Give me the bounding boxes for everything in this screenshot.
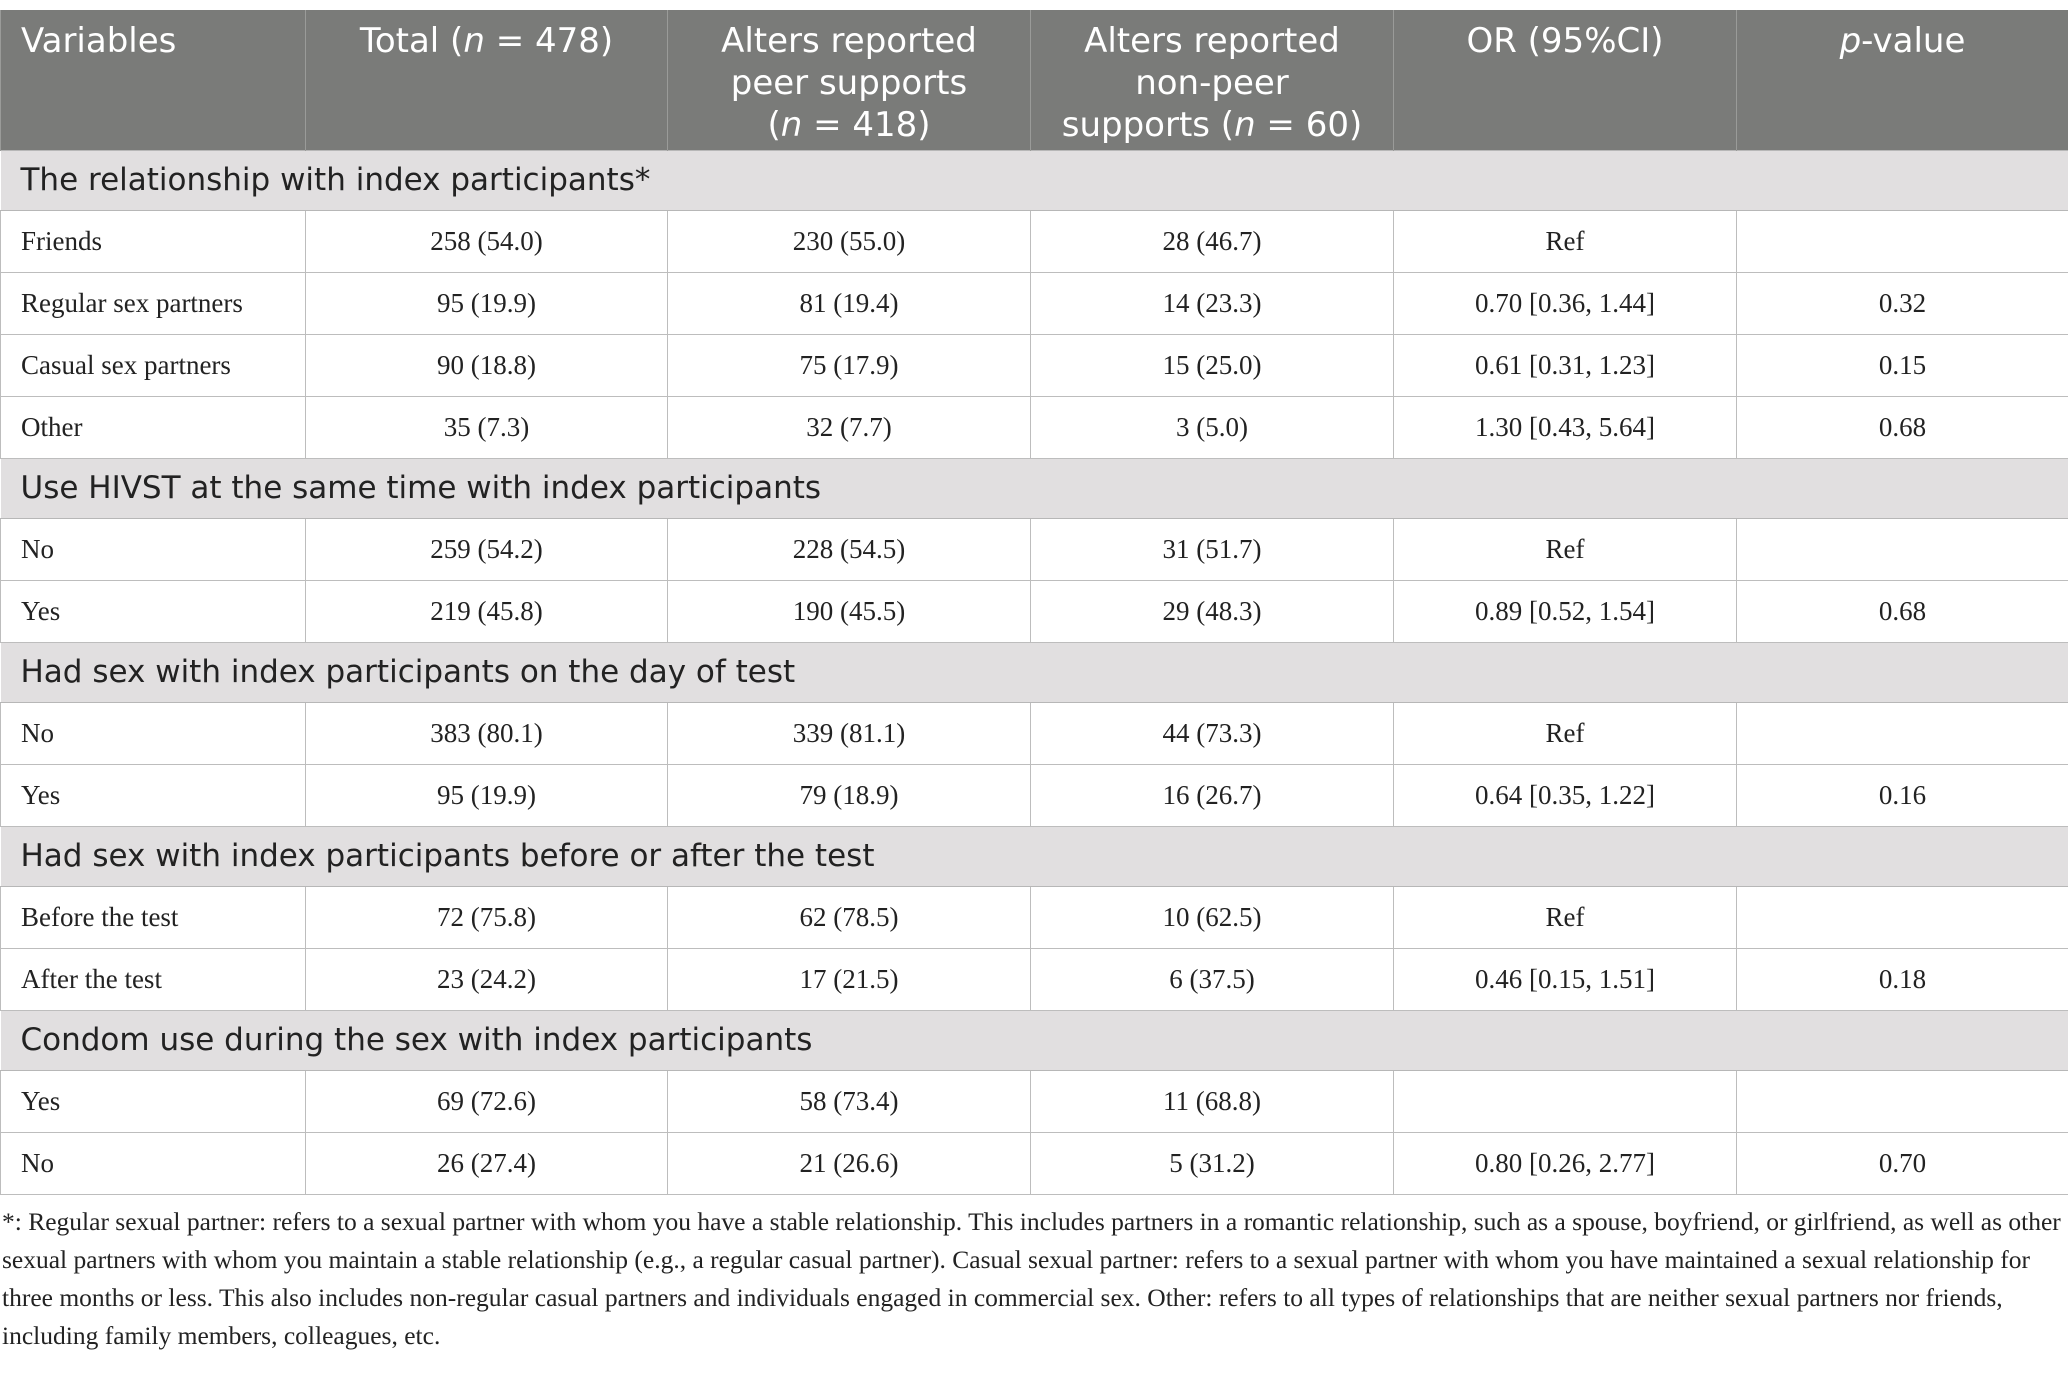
odds-ratio-cell: Ref xyxy=(1394,210,1737,272)
total-cell: 259 (54.2) xyxy=(306,518,668,580)
total-cell: 72 (75.8) xyxy=(306,886,668,948)
header-non-peer-supports: Alters reported non-peer supports (n = 60) xyxy=(1031,10,1394,150)
peer-cell: 339 (81.1) xyxy=(668,702,1031,764)
peer-cell: 190 (45.5) xyxy=(668,580,1031,642)
non-peer-cell: 28 (46.7) xyxy=(1031,210,1394,272)
table-row xyxy=(1,210,2068,272)
non-peer-cell: 31 (51.7) xyxy=(1031,518,1394,580)
row-label: Yes xyxy=(1,764,306,826)
header-odds-ratio: OR (95%CI) xyxy=(1394,10,1737,150)
section-title: Had sex with index participants before or after the test xyxy=(1,826,2068,886)
p-value-cell xyxy=(1737,518,2068,580)
section-header-row xyxy=(1,1010,2068,1070)
row-label: Regular sex partners xyxy=(1,272,306,334)
non-peer-cell: 15 (25.0) xyxy=(1031,334,1394,396)
section-title: Condom use during the sex with index participants xyxy=(1,1010,2068,1070)
table-row xyxy=(1,948,2068,1010)
non-peer-cell: 10 (62.5) xyxy=(1031,886,1394,948)
peer-cell: 17 (21.5) xyxy=(668,948,1031,1010)
header-total: Total (n = 478) xyxy=(306,10,668,150)
header-p-value: p-value xyxy=(1737,10,2068,150)
odds-ratio-cell: Ref xyxy=(1394,702,1737,764)
p-value-cell xyxy=(1737,702,2068,764)
p-value-cell xyxy=(1737,1070,2068,1132)
section-title: Had sex with index participants on the day of test xyxy=(1,642,2068,702)
row-label: After the test xyxy=(1,948,306,1010)
peer-cell: 32 (7.7) xyxy=(668,396,1031,458)
row-label: No xyxy=(1,1132,306,1194)
non-peer-cell: 44 (73.3) xyxy=(1031,702,1394,764)
non-peer-cell: 6 (37.5) xyxy=(1031,948,1394,1010)
total-cell: 26 (27.4) xyxy=(306,1132,668,1194)
data-table xyxy=(0,10,2068,1195)
table-row xyxy=(1,518,2068,580)
table-row xyxy=(1,1070,2068,1132)
header-variables: Variables xyxy=(1,10,306,150)
non-peer-cell: 29 (48.3) xyxy=(1031,580,1394,642)
non-peer-cell: 14 (23.3) xyxy=(1031,272,1394,334)
peer-cell: 81 (19.4) xyxy=(668,272,1031,334)
table-row xyxy=(1,272,2068,334)
header-row xyxy=(1,10,2068,150)
p-value-cell: 0.68 xyxy=(1737,580,2068,642)
total-cell: 383 (80.1) xyxy=(306,702,668,764)
table-row xyxy=(1,886,2068,948)
p-value-cell: 0.32 xyxy=(1737,272,2068,334)
table-header xyxy=(1,10,2068,150)
odds-ratio-cell: 1.30 [0.43, 5.64] xyxy=(1394,396,1737,458)
table-row xyxy=(1,396,2068,458)
odds-ratio-cell: 0.61 [0.31, 1.23] xyxy=(1394,334,1737,396)
section-title: The relationship with index participants* xyxy=(1,150,2068,210)
odds-ratio-cell: 0.70 [0.36, 1.44] xyxy=(1394,272,1737,334)
p-value-cell: 0.15 xyxy=(1737,334,2068,396)
table-row xyxy=(1,1132,2068,1194)
total-cell: 69 (72.6) xyxy=(306,1070,668,1132)
row-label: Before the test xyxy=(1,886,306,948)
table-row xyxy=(1,702,2068,764)
header-peer-supports: Alters reported peer supports (n = 418) xyxy=(668,10,1031,150)
total-cell: 23 (24.2) xyxy=(306,948,668,1010)
row-label: Casual sex partners xyxy=(1,334,306,396)
odds-ratio-cell: 0.80 [0.26, 2.77] xyxy=(1394,1132,1737,1194)
non-peer-cell: 11 (68.8) xyxy=(1031,1070,1394,1132)
peer-cell: 79 (18.9) xyxy=(668,764,1031,826)
p-value-cell: 0.18 xyxy=(1737,948,2068,1010)
section-header-row xyxy=(1,642,2068,702)
row-label: No xyxy=(1,518,306,580)
section-header-row xyxy=(1,150,2068,210)
total-cell: 258 (54.0) xyxy=(306,210,668,272)
total-cell: 219 (45.8) xyxy=(306,580,668,642)
odds-ratio-cell: Ref xyxy=(1394,518,1737,580)
table-body xyxy=(1,150,2068,1194)
non-peer-cell: 3 (5.0) xyxy=(1031,396,1394,458)
section-header-row xyxy=(1,826,2068,886)
odds-ratio-cell xyxy=(1394,1070,1737,1132)
table-row xyxy=(1,764,2068,826)
row-label: Other xyxy=(1,396,306,458)
section-title: Use HIVST at the same time with index participants xyxy=(1,458,2068,518)
peer-cell: 230 (55.0) xyxy=(668,210,1031,272)
odds-ratio-cell: 0.89 [0.52, 1.54] xyxy=(1394,580,1737,642)
p-value-cell xyxy=(1737,886,2068,948)
peer-cell: 58 (73.4) xyxy=(668,1070,1031,1132)
total-cell: 95 (19.9) xyxy=(306,764,668,826)
non-peer-cell: 16 (26.7) xyxy=(1031,764,1394,826)
table-footnote: *: Regular sexual partner: refers to a sexual partner with whom you have a stable relationship. This includes partners in a romantic relationship, such as a spouse, boyfriend, or girlfriend, as well as other sexual partners with whom you maintain a stable relationship (e.g., a regular casual partner). Casual sexual partner: refers to a sexual partner with whom you have maintained a sexual relationship for three months or less. This also includes non-regular casual partners and individuals engaged in commercial sex. Other: refers to all types of relationships that are neither sexual partners nor friends, including family members, colleagues, etc. xyxy=(2,1206,2061,1350)
p-value-cell: 0.16 xyxy=(1737,764,2068,826)
odds-ratio-cell: 0.64 [0.35, 1.22] xyxy=(1394,764,1737,826)
section-header-row xyxy=(1,458,2068,518)
odds-ratio-cell: 0.46 [0.15, 1.51] xyxy=(1394,948,1737,1010)
odds-ratio-cell: Ref xyxy=(1394,886,1737,948)
row-label: No xyxy=(1,702,306,764)
total-cell: 90 (18.8) xyxy=(306,334,668,396)
row-label: Yes xyxy=(1,580,306,642)
row-label: Yes xyxy=(1,1070,306,1132)
row-label: Friends xyxy=(1,210,306,272)
table-container xyxy=(0,10,2068,1355)
peer-cell: 62 (78.5) xyxy=(668,886,1031,948)
peer-cell: 75 (17.9) xyxy=(668,334,1031,396)
non-peer-cell: 5 (31.2) xyxy=(1031,1132,1394,1194)
peer-cell: 228 (54.5) xyxy=(668,518,1031,580)
total-cell: 95 (19.9) xyxy=(306,272,668,334)
peer-cell: 21 (26.6) xyxy=(668,1132,1031,1194)
total-cell: 35 (7.3) xyxy=(306,396,668,458)
p-value-cell xyxy=(1737,210,2068,272)
table-row xyxy=(1,334,2068,396)
p-value-cell: 0.70 xyxy=(1737,1132,2068,1194)
table-row xyxy=(1,580,2068,642)
p-value-cell: 0.68 xyxy=(1737,396,2068,458)
